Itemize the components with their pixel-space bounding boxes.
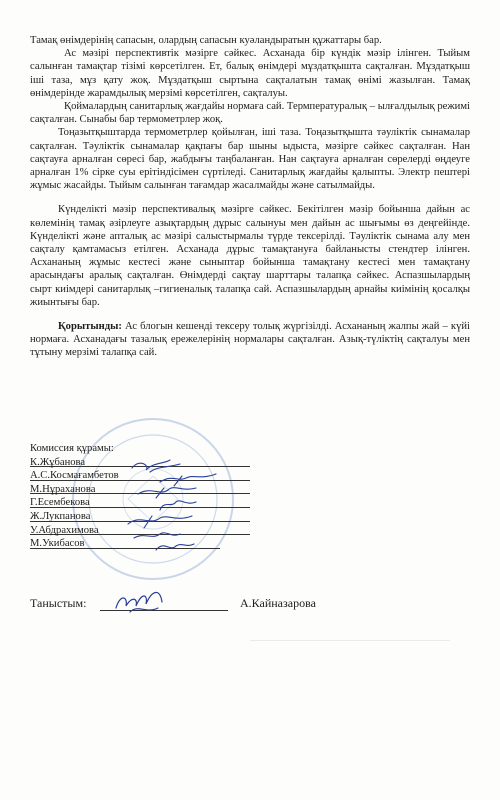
conclusion-text: Ас блогын кешенді тексеру толық жүргізілді. Асхананың жалпы жай – күйі нормаға. Асханадағы тазалық ережелерінің нормалары сақталған. Азық-түліктің сақталуы мен тұтыну мерзімі талапқа сай. <box>30 321 470 359</box>
signature-group <box>120 452 240 562</box>
paragraph-daily-menu: Күнделікті мәзір перспективалық мәзірге сәйкес. Бекітілген мәзір бойынша дайын ас көлемінің тамақ әзірлеуге азықтардың дұрыс салынуы мен дайын ас шығымы өз деңгейінде. Күнделікті және апталық ас мәзірі салыстырмалы түрде тексерілді. Тәуліктік сынама алу мен сақталу қамтамасыз етілген. Асханада дұрыс тамақтануға байланысты стендтер ілінген. Асхананың жұмыс кестесі және сыныптар бойынша тамақтану кестесі мен тамақтану арасындағы аралық сақталған. Өнімдерді сақтау шарттары талапқа сәйкес. Аспазшылардың сырт киімдері санитарлық –гигиеналық талапқа сай. Аспазшылардың арнайы киімінің қосалқы жиынтығы бар. <box>30 204 470 308</box>
acknowledgement-signature <box>110 584 170 618</box>
commission-member: Ж.Лукпанова <box>30 510 290 524</box>
commission-title: Комиссия құрамы: <box>30 443 114 454</box>
acknowledgement-row <box>30 596 330 616</box>
show-through-marks <box>250 640 450 701</box>
conclusion-label: Қорытынды: <box>58 321 122 333</box>
acknowledgement-label: Таныстым: <box>30 596 87 610</box>
body-text <box>30 34 470 360</box>
commission-member: К.Жұбанова <box>30 456 290 470</box>
paragraph-conclusion <box>30 320 470 360</box>
acknowledgement-name: А.Кайназарова <box>240 596 316 610</box>
commission-member: Г.Есембекова <box>30 496 290 510</box>
commission-member: М.Нұраханова <box>30 483 290 497</box>
commission-member: А.С.Космағамбетов <box>30 469 290 483</box>
paragraph-fridges: Тоңазытқыштарда термометрлер қойылған, іші таза. Тоңазытқышта тәуліктік сынамалар сақталған. Тәуліктік сынамалар қақпағы бар шыны ыдыста, мәзірге сәйкес сақталған. Нан сақтауға арналған сөресі бар, жабдығы таңбаланған. Нан сақтауға арналған сөрелерді өңдеуге арналған 1% сірке суы ерітіндісімен сүртіледі. Санитарлық жағдайы қалыпты. Электр пештері жұмыс жасайды. Тыйым салынған тағамдар жасалмайды және сатылмайды. <box>30 127 470 192</box>
commission-member: М.Укибасов <box>30 537 290 551</box>
paragraph-food-docs: Тамақ өнімдерінің сапасын, олардың сапасын куәландыратын құжаттары бар. <box>30 35 382 46</box>
commission-member: У.Абдрахимова <box>30 524 290 538</box>
paragraph-storage: Қоймалардың санитарлық жағдайы нормаға сай. Термпературалық – ылғалдылық режимі сақталған. Сынабы бар термометрлер жоқ. <box>30 101 470 126</box>
paragraph-menu: Ас мәзірі перспективтік мәзірге сәйкес. Асханада бір күндік мәзір ілінген. Тыйым салынған тамақтар тізімі көрсетілген. Ет, балық өнімдері мұздатқышта сақталған. Мұздатқыш іші таза, мұз қату жоқ. Мұздатқыш сыртына сақталатын тамақ өнімі жазылған. Тамақ өнімдерінде жарамдылық мерзімі көрсетілген, сақталуы. <box>30 48 470 99</box>
